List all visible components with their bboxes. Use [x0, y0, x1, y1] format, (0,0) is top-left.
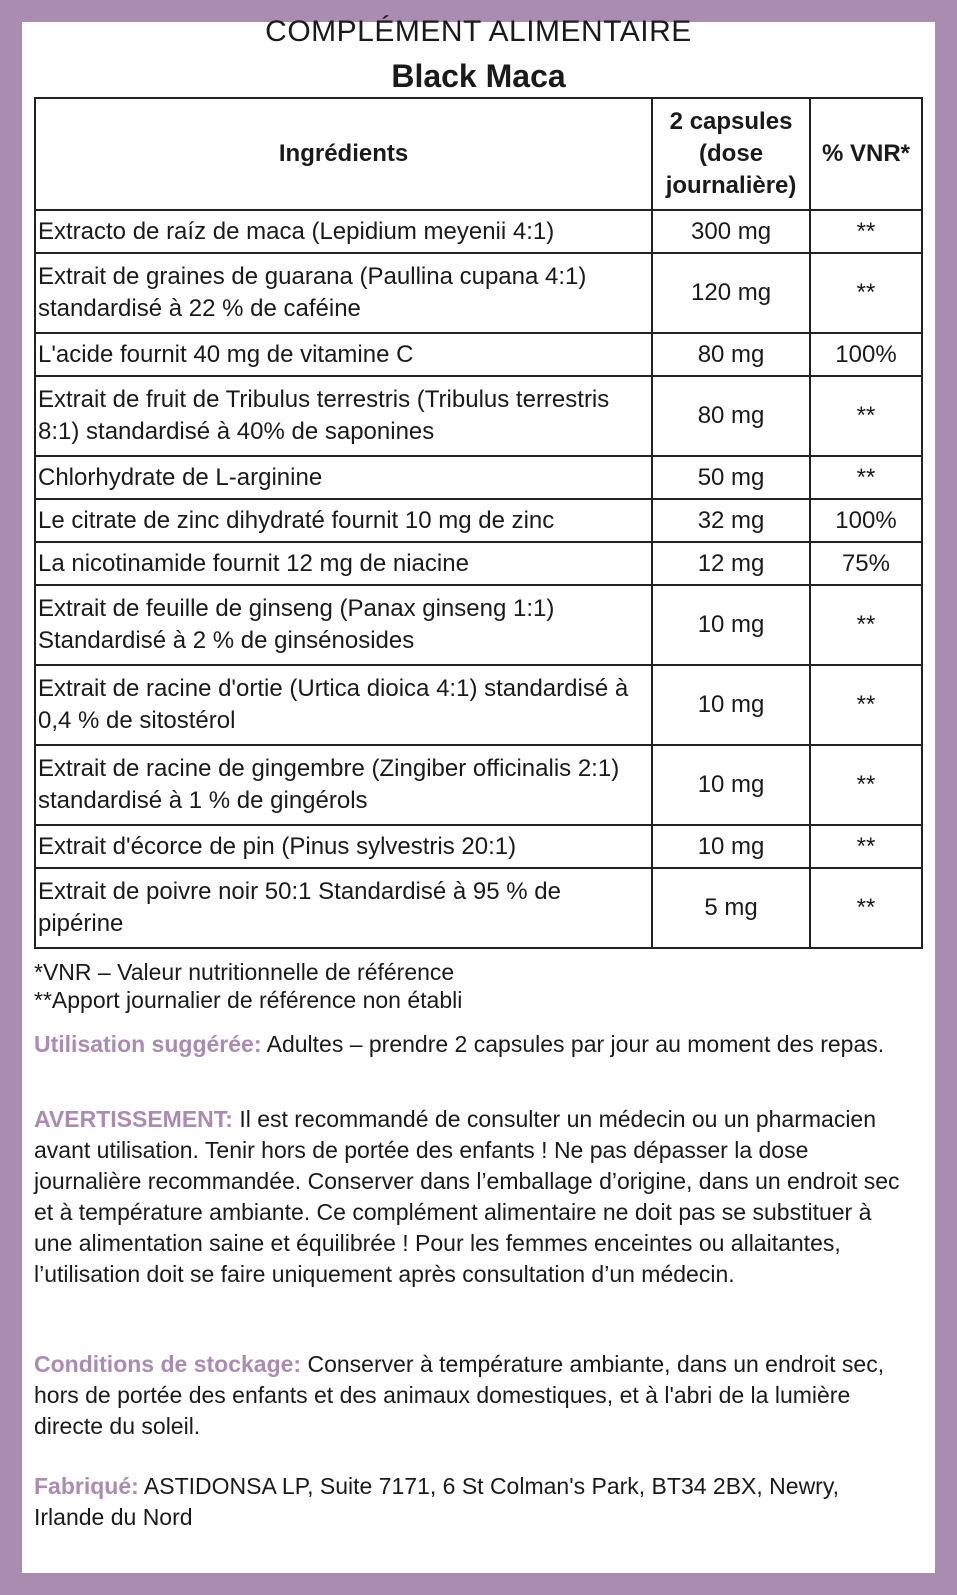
ingredient-vnr: **	[810, 665, 922, 745]
table-row	[35, 253, 922, 333]
ingredient-vnr: **	[810, 825, 922, 868]
ingredient-dose: 5 mg	[652, 868, 810, 948]
table-row	[35, 745, 922, 825]
ingredient-vnr: 100%	[810, 333, 922, 376]
ingredient-name: Extrait de racine de gingembre (Zingiber officinalis 2:1) standardisé à 1 % de gingérols	[35, 745, 652, 825]
ingredient-vnr: **	[810, 868, 922, 948]
ingredient-dose: 80 mg	[652, 376, 810, 456]
warning-text: Il est recommandé de consulter un médecin ou un pharmacien avant utilisation. Tenir hors de portée des enfants ! Ne pas dépasser la dose journalière recommandée. Conserver dans l’emballage d’origine, dans un endroit sec et à température ambiante. Ce complément alimentaire ne doit pas se substituer à une alimentation saine et équilibrée ! Pour les femmes enceintes ou allaitantes, l’utilisation doit se faire uniquement après consultation d’un médecin.	[34, 1106, 900, 1287]
footnote-vnr: *VNR – Valeur nutritionnelle de référence	[34, 959, 455, 985]
ingredient-dose: 10 mg	[652, 825, 810, 868]
ingredient-dose: 32 mg	[652, 499, 810, 542]
ingredient-vnr: **	[810, 456, 922, 499]
ingredient-dose: 10 mg	[652, 745, 810, 825]
ingredient-name: Extrait d'écorce de pin (Pinus sylvestris 20:1)	[35, 825, 652, 868]
ingredient-name: L'acide fournit 40 mg de vitamine C	[35, 333, 652, 376]
usage-section	[34, 1029, 914, 1060]
table-row	[35, 499, 922, 542]
table-row	[35, 665, 922, 745]
table-row	[35, 585, 922, 665]
ingredient-name: Extrait de feuille de ginseng (Panax ginseng 1:1) Standardisé à 2 % de ginsénosides	[35, 585, 652, 665]
header-dose: 2 capsules (dose journalière)	[652, 98, 810, 210]
footnotes	[34, 958, 914, 1014]
ingredient-name: La nicotinamide fournit 12 mg de niacine	[35, 542, 652, 585]
ingredient-dose: 80 mg	[652, 333, 810, 376]
table-header-row	[35, 98, 922, 210]
ingredient-vnr: **	[810, 585, 922, 665]
ingredient-dose: 50 mg	[652, 456, 810, 499]
table-row	[35, 825, 922, 868]
ingredient-dose: 300 mg	[652, 210, 810, 253]
ingredient-name: Extracto de raíz de maca (Lepidium meyenii 4:1)	[35, 210, 652, 253]
ingredients-table	[34, 97, 923, 949]
footnote-apport: **Apport journalier de référence non établi	[34, 987, 463, 1013]
ingredient-vnr: **	[810, 376, 922, 456]
ingredient-vnr: **	[810, 210, 922, 253]
ingredient-dose: 10 mg	[652, 665, 810, 745]
table-row	[35, 333, 922, 376]
storage-label: Conditions de stockage:	[34, 1351, 302, 1377]
table-row	[35, 210, 922, 253]
manufacturer-section	[34, 1471, 914, 1533]
table-row	[35, 542, 922, 585]
table-row	[35, 376, 922, 456]
ingredient-name: Extrait de fruit de Tribulus terrestris (Tribulus terrestris 8:1) standardisé à 40% de saponines	[35, 376, 652, 456]
ingredient-vnr: 75%	[810, 542, 922, 585]
storage-text: Conserver à température ambiante, dans un endroit sec, hors de portée des enfants et des animaux domestiques, et à l'abri de la lumière directe du soleil.	[34, 1351, 885, 1439]
label-title: COMPLÉMENT ALIMENTAIRE	[265, 15, 692, 48]
manufacturer-text: ASTIDONSA LP, Suite 7171, 6 St Colman's Park, BT34 2BX, Newry, Irlande du Nord	[34, 1473, 840, 1530]
ingredient-name: Extrait de poivre noir 50:1 Standardisé à 95 % de pipérine	[35, 868, 652, 948]
ingredient-vnr: 100%	[810, 499, 922, 542]
warning-section	[34, 1104, 914, 1290]
ingredient-name: Extrait de graines de guarana (Paullina cupana 4:1) standardisé à 22 % de caféine	[35, 253, 652, 333]
manufacturer-label: Fabriqué:	[34, 1473, 139, 1499]
table-row	[35, 456, 922, 499]
ingredient-vnr: **	[810, 253, 922, 333]
ingredient-dose: 120 mg	[652, 253, 810, 333]
ingredient-name: Le citrate de zinc dihydraté fournit 10 mg de zinc	[35, 499, 652, 542]
ingredient-dose: 10 mg	[652, 585, 810, 665]
warning-label: AVERTISSEMENT:	[34, 1106, 233, 1132]
usage-text: Adultes – prendre 2 capsules par jour au moment des repas.	[261, 1031, 885, 1057]
header-ingredients: Ingrédients	[35, 98, 652, 210]
ingredient-name: Extrait de racine d'ortie (Urtica dioica 4:1) standardisé à 0,4 % de sitostérol	[35, 665, 652, 745]
ingredient-dose: 12 mg	[652, 542, 810, 585]
usage-label: Utilisation suggérée:	[34, 1031, 262, 1057]
product-name: Black Maca	[391, 58, 566, 94]
table-row	[35, 868, 922, 948]
storage-section	[34, 1349, 914, 1442]
ingredient-vnr: **	[810, 745, 922, 825]
ingredient-name: Chlorhydrate de L-arginine	[35, 456, 652, 499]
header-vnr: % VNR*	[810, 98, 922, 210]
